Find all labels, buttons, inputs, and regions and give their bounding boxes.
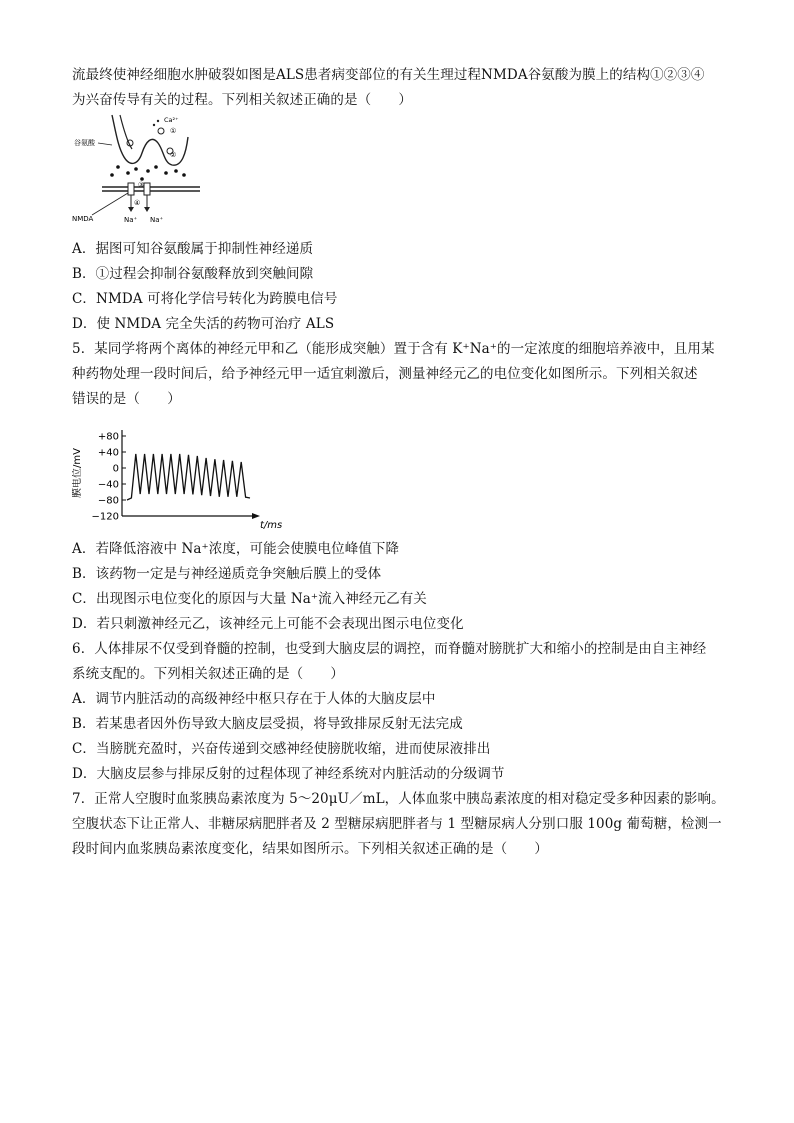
q4-stem-line1: 流最终使神经细胞水肿破裂如图是ALS患者病变部位的有关生理过程NMDA谷氨酸为膜上的结构①②③④ [72, 67, 705, 83]
q5-stem-line1: 5．某同学将两个离体的神经元甲和乙（能形成突触）置于含有 K⁺Na⁺的一定浓度的细胞培养液中，且用某 [72, 341, 715, 357]
ion-dot [157, 120, 159, 122]
chart-xlabel: t/ms [260, 520, 283, 531]
y-tick-label: +40 [97, 447, 119, 459]
q5-option-d: D．若只刺激神经元乙，该神经元上可能不会表现出图示电位变化 [72, 616, 464, 632]
ion-dot [153, 124, 155, 126]
y-tick-label: −120 [91, 511, 119, 523]
presynaptic-membrane-inner [120, 115, 132, 149]
nmda-label: NMDA [72, 215, 94, 223]
q6-option-b: B．若某患者因外伤导致大脑皮层受损，将导致排尿反射无法完成 [72, 716, 463, 732]
q5-stem-line2: 种药物处理一段时间后，给予神经元甲一适宜刺激后，测量神经元乙的电位变化如图所示。下列相关叙述 [72, 366, 698, 382]
q5-option-a: A．若降低溶液中 Na⁺浓度，可能会使膜电位峰值下降 [72, 541, 400, 557]
chart-ylabel: 膜电位/mV [72, 448, 83, 498]
y-tick-label: +80 [97, 431, 119, 443]
step3-label: ③ [138, 181, 145, 189]
q5-option-b: B．该药物一定是与神经递质竞争突触后膜上的受体 [72, 566, 382, 582]
q6-stem-line2: 系统支配的。下列相关叙述正确的是（ ） [72, 666, 344, 682]
q6-option-a: A．调节内脏活动的高级神经中枢只存在于人体的大脑皮层中 [72, 691, 436, 707]
na-label-right: Na⁺ [150, 216, 164, 224]
membrane-potential-chart [72, 418, 292, 533]
q5-option-c: C．出现图示电位变化的原因与大量 Na⁺流入神经元乙有关 [72, 591, 427, 607]
potential-trace [127, 454, 250, 500]
glutamate-label: 谷氨酸 [74, 139, 95, 147]
glutamate-leader-line [98, 143, 112, 145]
q7-stem-line2: 空腹状态下让正常人、非糖尿病肥胖者及 2 型糖尿病肥胖者与 1 型糖尿病人分别口服 100g 葡萄糖，检测一 [72, 816, 722, 832]
q6-option-d: D．大脑皮层参与排尿反射的过程体现了神经系统对内脏活动的分级调节 [72, 766, 505, 782]
y-tick-label: 0 [112, 463, 119, 475]
na-label-left: Na⁺ [124, 216, 138, 224]
q4-option-d: D．使 NMDA 完全失活的药物可治疗 ALS [72, 316, 335, 332]
step4-label: ④ [134, 199, 141, 207]
q4-option-a: A．据图可知谷氨酸属于抑制性神经递质 [72, 241, 314, 257]
arrow-head [144, 207, 150, 212]
q4-option-b: B．①过程会抑制谷氨酸释放到突触间隙 [72, 266, 314, 282]
vesicle [158, 128, 164, 134]
q4-option-c: C．NMDA 可将化学信号转化为跨膜电信号 [72, 291, 338, 307]
y-tick-label: −80 [97, 495, 119, 507]
y-tick-label: −40 [97, 479, 119, 491]
q7-stem-line3: 段时间内血浆胰岛素浓度变化，结果如图所示。下列相关叙述正确的是（ ） [72, 841, 548, 857]
step1-label: ① [170, 127, 177, 135]
x-axis-arrow [252, 513, 260, 519]
q7-stem-line1: 7．正常人空腹时血浆胰岛素浓度为 5～20μU／mL，人体血浆中胰岛素浓度的相对稳定受多种因素的影响。 [72, 791, 725, 807]
y-ticks [92, 432, 126, 523]
nmda-receptor [128, 183, 134, 195]
arrow-head [128, 207, 134, 212]
q5-stem-line3: 错误的是（ ） [72, 391, 181, 407]
synapse-diagram [72, 113, 202, 231]
q6-stem-line1: 6．人体排尿不仅受到脊髓的控制，也受到大脑皮层的调控，而脊髓对膀胱扩大和缩小的控制是由自主神经 [72, 641, 707, 657]
glutamate-molecules [110, 165, 186, 181]
ca-label: Ca²⁺ [164, 116, 179, 124]
q4-stem-line2: 为兴奋传导有关的过程。下列相关叙述正确的是（ ） [72, 92, 412, 108]
step2-label: ② [170, 151, 177, 159]
q6-option-c: C．当膀胱充盈时，兴奋传递到交感神经使膀胱收缩，进而使尿液排出 [72, 741, 491, 757]
nmda-leader-line [92, 193, 128, 215]
nmda-receptor [144, 183, 150, 195]
